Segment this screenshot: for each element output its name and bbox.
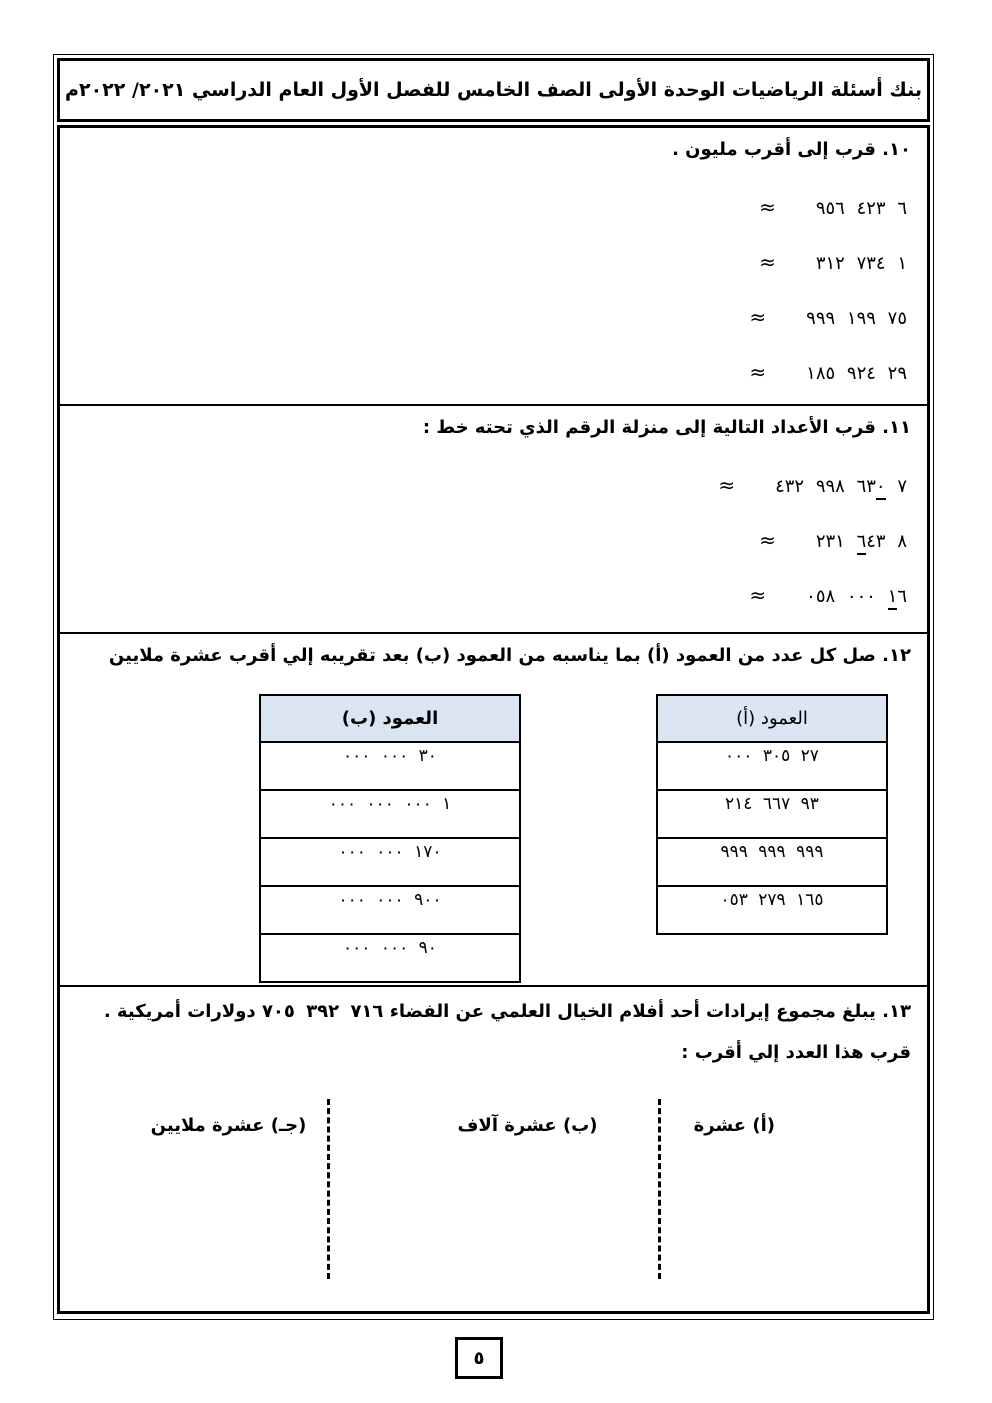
question-11 — [60, 406, 927, 634]
page-number: ٥ — [473, 1347, 485, 1369]
dashed-separator — [658, 1099, 661, 1279]
q10-number-2: ١ ٧٣٤ ٣١٢ — [815, 253, 907, 274]
q11-item-row — [60, 583, 927, 607]
option-a-label: (أ) عشرة — [693, 1115, 775, 1136]
number-part: ٨ — [885, 531, 907, 552]
approx-symbol: ≈ — [759, 250, 776, 274]
q10-number-1: ٦ ٤٢٣ ٩٥٦ — [815, 198, 907, 219]
number-part: ٩٩٨ ٤٣٢ — [775, 476, 857, 497]
column-a-cell: ٩٩٩ ٩٩٩ ٩٩٩ — [657, 838, 887, 886]
approx-symbol: ≈ — [749, 305, 767, 329]
approx-symbol: ≈ — [759, 528, 776, 552]
questions-container — [57, 125, 930, 1314]
column-a-table — [656, 694, 888, 935]
q11-number-2 — [816, 531, 907, 552]
column-b-cell: ٩٠٠ ٠٠٠ ٠٠٠ — [260, 886, 520, 934]
column-b-cell: ١ ٠٠٠ ٠٠٠ ٠٠٠ — [260, 790, 520, 838]
dashed-separator — [327, 1099, 330, 1279]
question-13-prompt — [60, 987, 927, 1073]
q13-text-after: دولارات أمريكية . قرب هذا العدد إلي أقرب : — [103, 1001, 911, 1063]
question-12-prompt: ١٢. صل كل عدد من العمود (أ) بما يناسبه من العمود (ب) بعد تقريبه إلي أقرب عشرة ملايين — [108, 645, 911, 666]
q11-item-row — [60, 473, 927, 497]
column-a-cell: ٢٧ ٣٠٥ ٠٠٠ — [657, 742, 887, 790]
column-b-cell: ٣٠ ٠٠٠ ٠٠٠ — [260, 742, 520, 790]
q10-item-row — [60, 195, 927, 219]
question-12 — [60, 634, 927, 987]
number-part: ٧ ٦٣ — [856, 476, 907, 497]
q10-number-4: ٢٩ ٩٢٤ ١٨٥ — [806, 363, 907, 384]
page-number-box — [455, 1337, 503, 1379]
number-part: ٤٣ ٢٣١ — [815, 531, 886, 552]
matching-tables — [60, 694, 927, 983]
column-b-table — [259, 694, 521, 983]
q13-option-a — [658, 1099, 927, 1281]
column-a-header: العمود (أ) — [657, 695, 887, 742]
worksheet-header — [57, 58, 930, 122]
column-a-cell: ٩٣ ٦٦٧ ٢١٤ — [657, 790, 887, 838]
q13-text-before: ١٣. يبلغ مجموع إيرادات أحد أفلام الخيال العلمي عن الفضاء — [389, 1001, 911, 1022]
underlined-digit: ٠ — [876, 476, 886, 500]
q13-option-b — [327, 1099, 658, 1281]
column-b-cell: ٩٠ ٠٠٠ ٠٠٠ — [260, 934, 520, 982]
column-b-cell: ١٧٠ ٠٠٠ ٠٠٠ — [260, 838, 520, 886]
question-13 — [60, 987, 927, 1311]
q10-number-3: ٧٥ ١٩٩ ٩٩٩ — [806, 308, 907, 329]
underlined-digit: ٦ — [857, 531, 867, 555]
question-10-prompt: ١٠. قرب إلى أقرب مليون . — [672, 139, 911, 160]
option-b-label: (ب) عشرة آلاف — [457, 1115, 598, 1136]
column-a-cell: ١٦٥ ٢٧٩ ٠٥٣ — [657, 886, 887, 934]
approx-symbol: ≈ — [759, 195, 776, 219]
q11-number-1 — [775, 476, 907, 497]
q13-option-c — [60, 1099, 327, 1281]
question-10 — [60, 128, 927, 406]
worksheet-title: بنك أسئلة الرياضيات الوحدة الأولى الصف الخامس للفصل الأول العام الدراسي ٢٠٢١/ ٢٠٢٢م — [65, 79, 922, 101]
column-b-header: العمود (ب) — [260, 695, 520, 742]
q10-item-row — [60, 250, 927, 274]
q10-item-row — [60, 360, 927, 384]
worksheet-frame — [53, 54, 934, 1320]
q10-item-row — [60, 305, 927, 329]
q11-item-row — [60, 528, 927, 552]
question-11-prompt: ١١. قرب الأعداد التالية إلى منزلة الرقم الذي تحته خط : — [422, 417, 911, 438]
q11-number-3 — [806, 586, 907, 607]
q13-options — [60, 1099, 927, 1281]
option-c-label: (جـ) عشرة ملايين — [150, 1115, 307, 1136]
approx-symbol: ≈ — [718, 473, 736, 497]
underlined-digit: ١ — [888, 586, 898, 610]
approx-symbol: ≈ — [749, 583, 767, 607]
approx-symbol: ≈ — [749, 360, 767, 384]
number-part: ٦ ٠٠٠ ٠٥٨ — [806, 586, 907, 607]
q13-amount: ٧١٦ ٣٩٢ ٧٠٥ — [261, 1001, 384, 1022]
